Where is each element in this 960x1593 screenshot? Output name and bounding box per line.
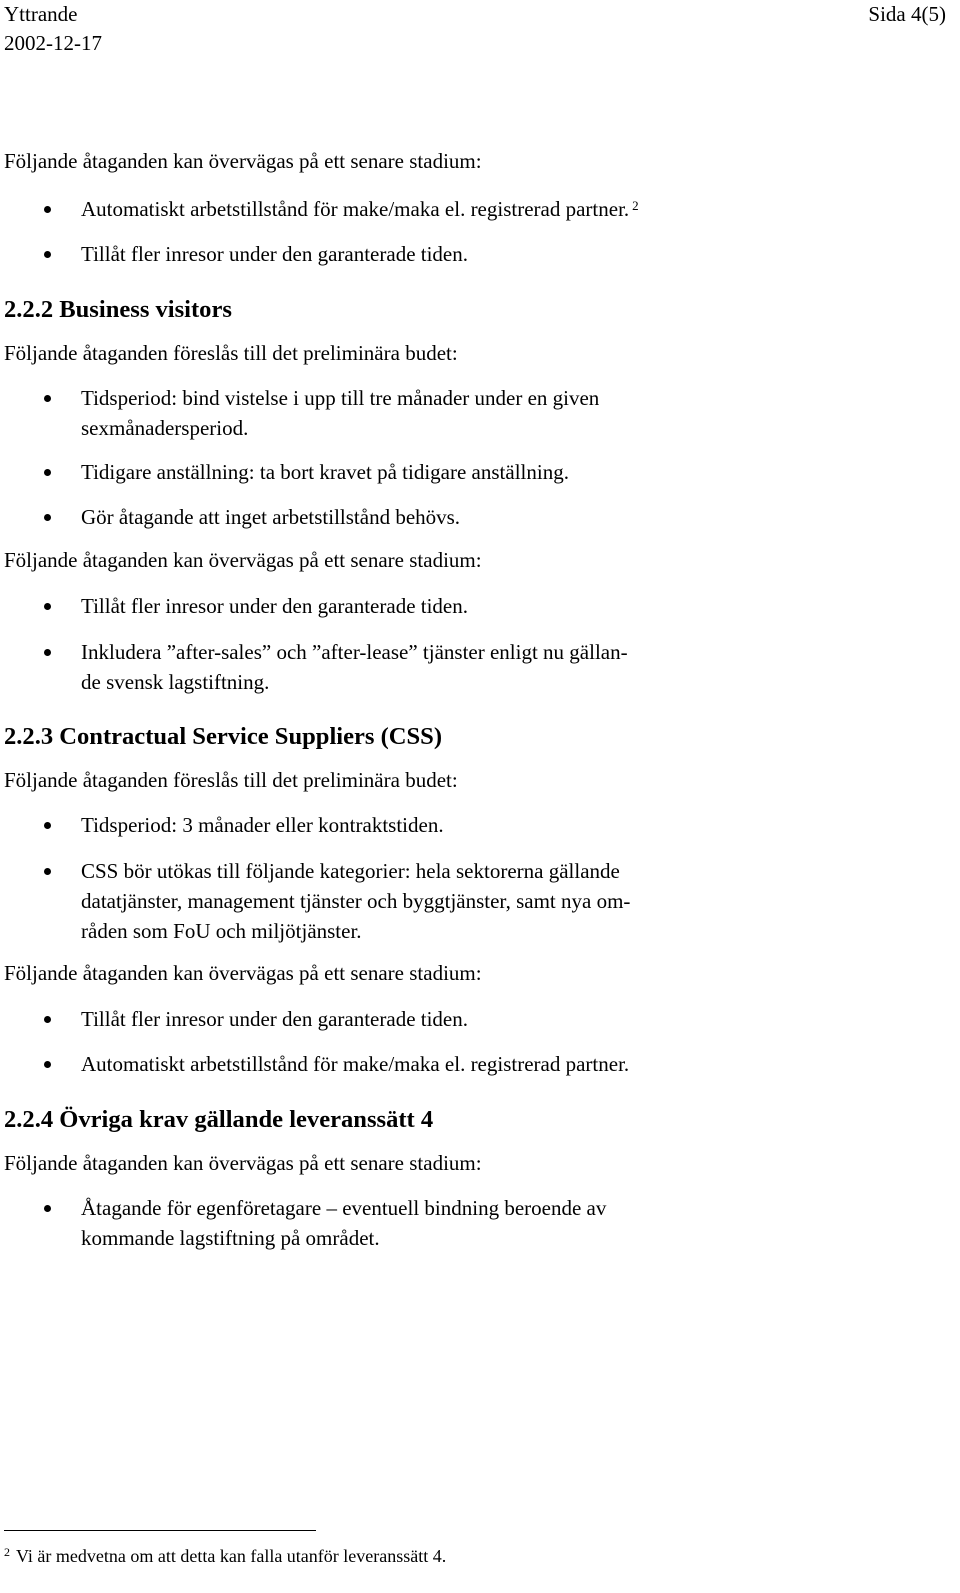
list-item-label: Automatiskt arbetstillstånd för make/maka el. registrerad partner. <box>81 197 630 221</box>
list-item-text <box>81 1049 801 1079</box>
list-item-text <box>81 239 801 269</box>
section-heading: 2.2.4 Övriga krav gällande leveranssätt 4 <box>4 1106 434 1133</box>
list-item-label: Tidsperiod: bind vistelse i upp till tre månader under en given sexmånadersperiod. <box>81 386 600 440</box>
footnote-separator <box>4 1530 316 1531</box>
bullet-icon <box>44 822 51 829</box>
bullet-icon <box>44 1061 51 1068</box>
bullet-icon <box>44 1016 51 1023</box>
page-number: Sida 4(5) <box>868 2 946 26</box>
list-item-text <box>81 457 801 487</box>
footnote-reference: 2 <box>632 198 639 213</box>
bullet-icon <box>44 649 51 656</box>
section-heading: 2.2.2 Business visitors <box>4 296 232 323</box>
footnote-text: Vi är medvetna om att detta kan falla utanför leveranssätt 4. <box>16 1546 447 1566</box>
list-item-label: Gör åtagande att inget arbetstillstånd behövs. <box>81 505 461 529</box>
paragraph: Följande åtaganden kan övervägas på ett senare stadium: <box>4 961 482 985</box>
bullet-icon <box>44 469 51 476</box>
paragraph: Följande åtaganden kan övervägas på ett senare stadium: <box>4 1151 482 1175</box>
list-item-text <box>81 810 801 840</box>
list-item-text <box>81 1004 801 1034</box>
paragraph: Följande åtaganden föreslås till det preliminära budet: <box>4 768 458 792</box>
list-item-text <box>81 194 801 224</box>
list-item-label: Tillåt fler inresor under den garanterade tiden. <box>81 242 469 266</box>
bullet-icon <box>44 868 51 875</box>
bullet-icon <box>44 206 51 213</box>
section-heading: 2.2.3 Contractual Service Suppliers (CSS) <box>4 723 443 750</box>
list-item-label: Tidigare anställning: ta bort kravet på tidigare anställning. <box>81 460 569 484</box>
footnote <box>4 1545 446 1567</box>
list-item-label: CSS bör utökas till följande kategorier: hela sektorerna gällande datatjänster, management tjänster och byggtjänster, samt nya om- råden som FoU och miljötjänster. <box>81 859 631 943</box>
bullet-icon <box>44 514 51 521</box>
bullet-icon <box>44 251 51 258</box>
list-item-label: Tidsperiod: 3 månader eller kontraktstiden. <box>81 813 444 837</box>
list-item-label: Åtagande för egenföretagare – eventuell bindning beroende av kommande lagstiftning på området. <box>81 1196 607 1250</box>
paragraph: Följande åtaganden kan övervägas på ett senare stadium: <box>4 149 482 173</box>
document-type: Yttrande <box>4 2 78 26</box>
footnote-number: 2 <box>4 1545 10 1559</box>
list-item-label: Tillåt fler inresor under den garanterade tiden. <box>81 1007 469 1031</box>
list-item-text <box>81 383 801 443</box>
header-left <box>4 0 102 58</box>
list-item-text <box>81 856 801 946</box>
list-item-text <box>81 1193 801 1253</box>
document-date: 2002-12-17 <box>4 31 102 55</box>
paragraph: Följande åtaganden föreslås till det preliminära budet: <box>4 341 458 365</box>
bullet-icon <box>44 395 51 402</box>
list-item-label: Automatiskt arbetstillstånd för make/maka el. registrerad partner. <box>81 1052 630 1076</box>
list-item-text <box>81 591 801 621</box>
list-item-label: Inkludera ”after-sales” och ”after-lease” tjänster enligt nu gällan- de svensk lagstiftning. <box>81 640 628 694</box>
list-item-text <box>81 637 801 697</box>
bullet-icon <box>44 603 51 610</box>
list-item-label: Tillåt fler inresor under den garanterade tiden. <box>81 594 469 618</box>
bullet-icon <box>44 1205 51 1212</box>
paragraph: Följande åtaganden kan övervägas på ett senare stadium: <box>4 548 482 572</box>
list-item-text <box>81 502 801 532</box>
